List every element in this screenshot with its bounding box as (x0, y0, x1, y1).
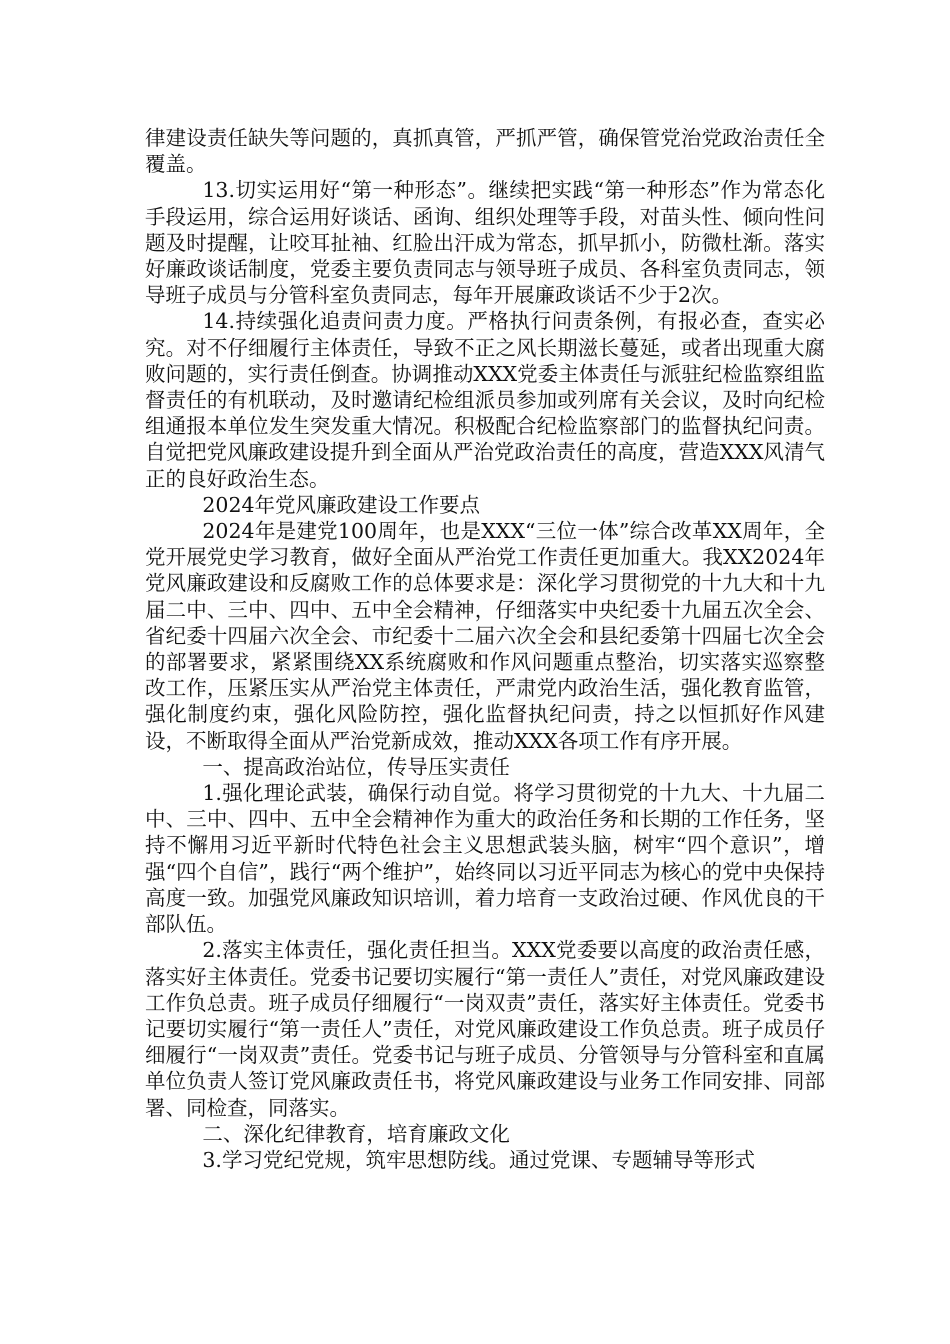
heading-part-2: 二、深化纪律教育，培育廉政文化 (202, 1121, 510, 1146)
paragraph-item-14: 14.持续强化追责问责力度。严格执行问责条例，有报必查，查实必究。对不仔细履行主体责任，导致不正之风长期滋长蔓延，或者出现重大腐败问题的，实行责任倒查。协调推动XXX党委主体责任与派驻纪检监察组监督责任的有机联动，及时邀请纪检组派员参加或列席有关会议，及时向纪检组通报本单位发生突发重大情况。积极配合纪检监察部门的监督执纪问责。自觉把党风廉政建设提升到全面从严治党政治责任的高度，营造XXX风清气正的良好政治生态。 (145, 309, 825, 491)
document-body (145, 125, 825, 1173)
heading-part-1: 一、提高政治站位，传导压实责任 (202, 754, 510, 779)
paragraph-item-1: 1.强化理论武装，确保行动自觉。将学习贯彻党的十九大、十九届二中、三中、四中、五中全会精神作为重大的政治任务和长期的工作任务，坚持不懈用习近平新时代特色社会主义思想武装头脑，树牢“四个意识”，增强“四个自信”，践行“两个维护”，始终同以习近平同志为核心的党中央保持高度一致。加强党风廉政知识培训，着力培育一支政治过硬、作风优良的干部队伍。 (145, 781, 825, 937)
paragraph-intro: 2024年是建党100周年，也是XXX“三位一体”综合改革XX周年，全党开展党史学习教育，做好全面从严治党工作责任更加重大。我XX2024年党风廉政建设和反腐败工作的总体要求是：深化学习贯彻党的十九大和十九届二中、三中、四中、五中全会精神，仔细落实中央纪委十九届五次全会、省纪委十四届六次全会、市纪委十二届六次全会和县纪委第十四届七次全会的部署要求，紧紧围绕XX系统腐败和作风问题重点整治，切实落实巡察整改工作，压紧压实从严治党主体责任，严肃党内政治生活，强化教育监管，强化制度约束，强化风险防控，强化监督执纪问责，持之以恒抓好作风建设，不断取得全面从严治党新成效，推动XXX各项工作有序开展。 (145, 519, 825, 753)
paragraph-continuation: 律建设责任缺失等问题的，真抓真管，严抓严管，确保管党治党政治责任全覆盖。 (145, 126, 825, 177)
paragraph-item-2: 2.落实主体责任，强化责任担当。XXX党委要以高度的政治责任感，落实好主体责任。党委书记要切实履行“第一责任人”责任，对党风廉政建设工作负总责。班子成员仔细履行“一岗双责”责任，落实好主体责任。党委书记要切实履行“第一责任人”责任，对党风廉政建设工作负总责。班子成员仔细履行“一岗双责”责任。党委书记与班子成员、分管领导与分管科室和直属单位负责人签订党风廉政责任书，将党风廉政建设与业务工作同安排、同部署、同检查，同落实。 (145, 938, 825, 1120)
paragraph-item-13: 13.切实运用好“第一种形态”。继续把实践“第一种形态”作为常态化手段运用，综合运用好谈话、函询、组织处理等手段，对苗头性、倾向性问题及时提醒，让咬耳扯袖、红脸出汗成为常态，抓早抓小，防微杜渐。落实好廉政谈话制度，党委主要负责同志与领导班子成员、各科室负责同志，领导班子成员与分管科室负责同志，每年开展廉政谈话不少于2次。 (145, 178, 825, 308)
section-title: 2024年党风廉政建设工作要点 (202, 492, 481, 517)
paragraph-item-3: 3.学习党纪党规，筑牢思想防线。通过党课、专题辅导等形式 (202, 1147, 755, 1172)
